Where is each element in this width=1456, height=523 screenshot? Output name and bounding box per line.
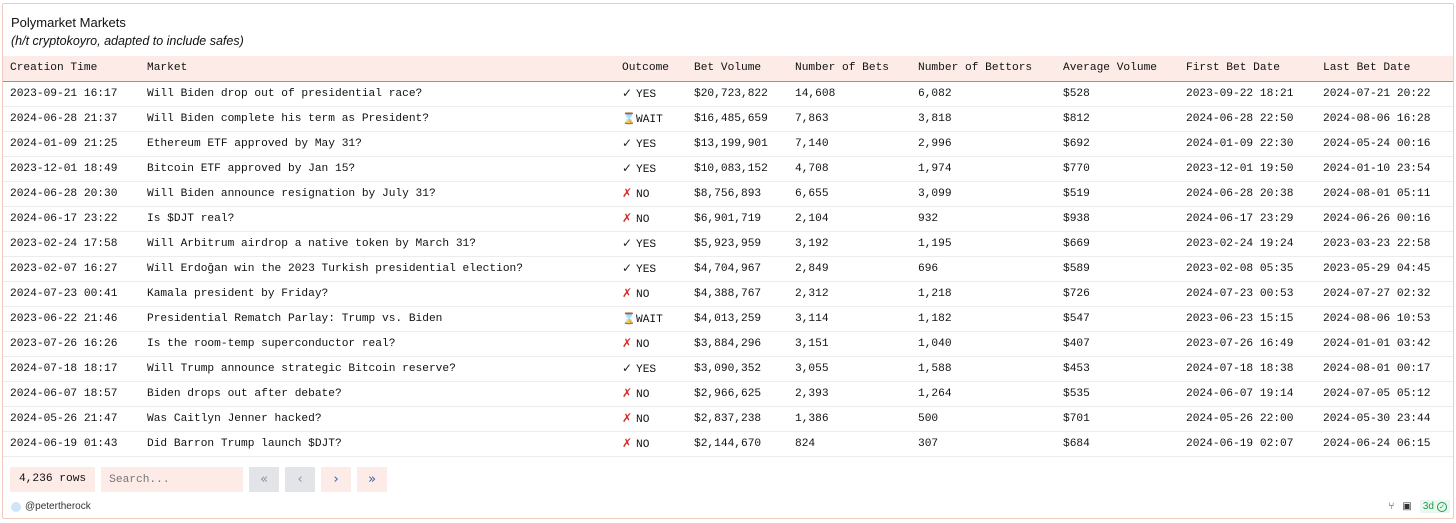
outcome-cell bbox=[615, 206, 687, 231]
first-bet-date-cell: 2024-07-18 18:38 bbox=[1179, 356, 1316, 381]
first-bet-date-cell: 2024-06-07 19:14 bbox=[1179, 381, 1316, 406]
market-cell: Is $DJT real? bbox=[140, 206, 615, 231]
first-bet-date-cell: 2024-06-19 02:07 bbox=[1179, 431, 1316, 456]
average-volume-cell: $519 bbox=[1056, 181, 1179, 206]
author-handle[interactable]: @petertherock bbox=[25, 501, 91, 512]
number-of-bettors-cell: 1,218 bbox=[911, 281, 1056, 306]
row-count: 4,236 rows bbox=[10, 467, 95, 492]
cross-icon: ✗ bbox=[622, 411, 633, 425]
average-volume-cell: $407 bbox=[1056, 331, 1179, 356]
number-of-bets-cell: 14,608 bbox=[788, 81, 911, 106]
refresh-age-text: 3d bbox=[1422, 501, 1434, 512]
check-icon: ✓ bbox=[622, 161, 633, 175]
outcome-label: YES bbox=[636, 164, 657, 176]
bet-volume-cell: $4,704,967 bbox=[687, 256, 788, 281]
last-bet-date-cell: 2023-05-29 04:45 bbox=[1316, 256, 1453, 281]
last-bet-date-cell: 2024-08-01 05:11 bbox=[1316, 181, 1453, 206]
market-cell: Ethereum ETF approved by May 31? bbox=[140, 131, 615, 156]
bet-volume-cell: $20,723,822 bbox=[687, 81, 788, 106]
creation-time-cell: 2024-01-09 21:25 bbox=[3, 131, 140, 156]
last-bet-date-cell: 2024-06-26 00:16 bbox=[1316, 206, 1453, 231]
first-bet-date-cell: 2023-09-22 18:21 bbox=[1179, 81, 1316, 106]
average-volume-cell: $692 bbox=[1056, 131, 1179, 156]
previous-page-button[interactable] bbox=[285, 467, 315, 492]
bet-volume-cell: $4,388,767 bbox=[687, 281, 788, 306]
average-volume-cell: $701 bbox=[1056, 406, 1179, 431]
first-bet-date-cell: 2023-02-24 19:24 bbox=[1179, 231, 1316, 256]
number-of-bettors-cell: 1,974 bbox=[911, 156, 1056, 181]
hourglass-icon: ⌛ bbox=[622, 111, 636, 125]
column-header-number-of-bets[interactable]: Number of Bets bbox=[788, 56, 911, 81]
cross-icon: ✗ bbox=[622, 336, 633, 350]
number-of-bets-cell: 3,114 bbox=[788, 306, 911, 331]
check-icon: ✓ bbox=[622, 236, 633, 250]
check-circle-icon: ✓ bbox=[1437, 502, 1447, 512]
bet-volume-cell: $16,485,659 bbox=[687, 106, 788, 131]
average-volume-cell: $684 bbox=[1056, 431, 1179, 456]
outcome-cell bbox=[615, 431, 687, 456]
refresh-age-badge[interactable] bbox=[1420, 500, 1450, 513]
table-header-row bbox=[3, 56, 1453, 81]
market-cell: Will Biden complete his term as President? bbox=[140, 106, 615, 131]
outcome-cell bbox=[615, 181, 687, 206]
table-row[interactable] bbox=[3, 331, 1453, 356]
number-of-bettors-cell: 1,588 bbox=[911, 356, 1056, 381]
number-of-bets-cell: 2,849 bbox=[788, 256, 911, 281]
table-row[interactable] bbox=[3, 306, 1453, 331]
number-of-bets-cell: 4,708 bbox=[788, 156, 911, 181]
number-of-bets-cell: 2,104 bbox=[788, 206, 911, 231]
market-cell: Was Caitlyn Jenner hacked? bbox=[140, 406, 615, 431]
outcome-label: NO bbox=[636, 439, 650, 451]
first-bet-date-cell: 2023-07-26 16:49 bbox=[1179, 331, 1316, 356]
cross-icon: ✗ bbox=[622, 436, 633, 450]
outcome-label: NO bbox=[636, 389, 650, 401]
table-row[interactable] bbox=[3, 131, 1453, 156]
bet-volume-cell: $2,837,238 bbox=[687, 406, 788, 431]
market-cell: Presidential Rematch Parlay: Trump vs. Biden bbox=[140, 306, 615, 331]
average-volume-cell: $547 bbox=[1056, 306, 1179, 331]
outcome-cell bbox=[615, 356, 687, 381]
widget-subtitle: (h/t cryptokoyro, adapted to include safes) bbox=[11, 34, 244, 48]
average-volume-cell: $535 bbox=[1056, 381, 1179, 406]
outcome-label: YES bbox=[636, 139, 657, 151]
last-bet-date-cell: 2024-08-06 10:53 bbox=[1316, 306, 1453, 331]
bet-volume-cell: $6,901,719 bbox=[687, 206, 788, 231]
average-volume-cell: $938 bbox=[1056, 206, 1179, 231]
first-bet-date-cell: 2024-06-28 20:38 bbox=[1179, 181, 1316, 206]
outcome-label: NO bbox=[636, 339, 650, 351]
market-cell: Will Trump announce strategic Bitcoin reserve? bbox=[140, 356, 615, 381]
number-of-bets-cell: 824 bbox=[788, 431, 911, 456]
number-of-bettors-cell: 3,818 bbox=[911, 106, 1056, 131]
outcome-cell bbox=[615, 381, 687, 406]
number-of-bets-cell: 2,393 bbox=[788, 381, 911, 406]
outcome-label: NO bbox=[636, 414, 650, 426]
number-of-bets-cell: 1,386 bbox=[788, 406, 911, 431]
outcome-cell bbox=[615, 406, 687, 431]
average-volume-cell: $528 bbox=[1056, 81, 1179, 106]
creation-time-cell: 2023-02-24 17:58 bbox=[3, 231, 140, 256]
creation-time-cell: 2023-06-22 21:46 bbox=[3, 306, 140, 331]
creation-time-cell: 2024-07-23 00:41 bbox=[3, 281, 140, 306]
number-of-bets-cell: 3,151 bbox=[788, 331, 911, 356]
camera-icon[interactable]: ▣ bbox=[1402, 501, 1412, 512]
first-bet-date-cell: 2023-12-01 19:50 bbox=[1179, 156, 1316, 181]
number-of-bettors-cell: 1,182 bbox=[911, 306, 1056, 331]
creation-time-cell: 2023-07-26 16:26 bbox=[3, 331, 140, 356]
bet-volume-cell: $3,884,296 bbox=[687, 331, 788, 356]
first-bet-date-cell: 2024-07-23 00:53 bbox=[1179, 281, 1316, 306]
creation-time-cell: 2024-06-17 23:22 bbox=[3, 206, 140, 231]
creation-time-cell: 2024-06-28 20:30 bbox=[3, 181, 140, 206]
number-of-bets-cell: 3,192 bbox=[788, 231, 911, 256]
creation-time-cell: 2023-12-01 18:49 bbox=[3, 156, 140, 181]
number-of-bets-cell: 7,863 bbox=[788, 106, 911, 131]
outcome-cell bbox=[615, 156, 687, 181]
column-header-average-volume[interactable]: Average Volume bbox=[1056, 56, 1179, 81]
average-volume-cell: $669 bbox=[1056, 231, 1179, 256]
bet-volume-cell: $3,090,352 bbox=[687, 356, 788, 381]
author-credit[interactable] bbox=[11, 501, 91, 512]
table-row[interactable] bbox=[3, 406, 1453, 431]
creation-time-cell: 2024-06-07 18:57 bbox=[3, 381, 140, 406]
first-bet-date-cell: 2024-06-28 22:50 bbox=[1179, 106, 1316, 131]
chevron-left-icon: ‹ bbox=[297, 472, 303, 487]
outcome-cell bbox=[615, 131, 687, 156]
outcome-label: WAIT bbox=[636, 113, 663, 126]
last-bet-date-cell: 2024-06-24 06:15 bbox=[1316, 431, 1453, 456]
market-cell: Will Biden announce resignation by July 31? bbox=[140, 181, 615, 206]
table-row[interactable] bbox=[3, 231, 1453, 256]
bet-volume-cell: $4,013,259 bbox=[687, 306, 788, 331]
outcome-cell bbox=[615, 331, 687, 356]
average-volume-cell: $726 bbox=[1056, 281, 1179, 306]
outcome-cell bbox=[615, 81, 687, 106]
bet-volume-cell: $10,083,152 bbox=[687, 156, 788, 181]
column-header-bet-volume[interactable]: Bet Volume bbox=[687, 56, 788, 81]
bet-volume-cell: $13,199,901 bbox=[687, 131, 788, 156]
double-chevron-left-icon: « bbox=[260, 472, 269, 487]
cross-icon: ✗ bbox=[622, 286, 633, 300]
check-icon: ✓ bbox=[622, 261, 633, 275]
hourglass-icon: ⌛ bbox=[622, 311, 636, 325]
markets-table bbox=[3, 56, 1453, 457]
number-of-bettors-cell: 1,264 bbox=[911, 381, 1056, 406]
last-bet-date-cell: 2024-07-05 05:12 bbox=[1316, 381, 1453, 406]
table-body bbox=[3, 81, 1453, 456]
outcome-cell bbox=[615, 256, 687, 281]
number-of-bettors-cell: 6,082 bbox=[911, 81, 1056, 106]
outcome-label: YES bbox=[636, 239, 657, 251]
first-bet-date-cell: 2024-01-09 22:30 bbox=[1179, 131, 1316, 156]
last-bet-date-cell: 2024-01-01 03:42 bbox=[1316, 331, 1453, 356]
creation-time-cell: 2024-06-28 21:37 bbox=[3, 106, 140, 131]
bet-volume-cell: $5,923,959 bbox=[687, 231, 788, 256]
outcome-label: YES bbox=[636, 89, 657, 101]
column-header-creation-time[interactable]: Creation Time bbox=[3, 56, 140, 81]
market-cell: Will Erdoğan win the 2023 Turkish presidential election? bbox=[140, 256, 615, 281]
table-row[interactable] bbox=[3, 431, 1453, 456]
last-bet-date-cell: 2024-07-21 20:22 bbox=[1316, 81, 1453, 106]
last-bet-date-cell: 2024-07-27 02:32 bbox=[1316, 281, 1453, 306]
last-bet-date-cell: 2023-03-23 22:58 bbox=[1316, 231, 1453, 256]
last-bet-date-cell: 2024-01-10 23:54 bbox=[1316, 156, 1453, 181]
number-of-bettors-cell: 500 bbox=[911, 406, 1056, 431]
outcome-label: YES bbox=[636, 264, 657, 276]
footer-actions bbox=[1388, 500, 1450, 513]
pagination-bar bbox=[10, 467, 387, 492]
number-of-bettors-cell: 696 bbox=[911, 256, 1056, 281]
column-header-outcome[interactable]: Outcome bbox=[615, 56, 687, 81]
cross-icon: ✗ bbox=[622, 386, 633, 400]
market-cell: Will Biden drop out of presidential race? bbox=[140, 81, 615, 106]
average-volume-cell: $589 bbox=[1056, 256, 1179, 281]
outcome-label: NO bbox=[636, 214, 650, 226]
fork-icon[interactable]: ⑂ bbox=[1388, 501, 1395, 512]
table-row[interactable] bbox=[3, 256, 1453, 281]
check-icon: ✓ bbox=[622, 86, 633, 100]
average-volume-cell: $770 bbox=[1056, 156, 1179, 181]
cross-icon: ✗ bbox=[622, 186, 633, 200]
market-cell: Is the room-temp superconductor real? bbox=[140, 331, 615, 356]
first-page-button[interactable] bbox=[249, 467, 279, 492]
number-of-bettors-cell: 2,996 bbox=[911, 131, 1056, 156]
first-bet-date-cell: 2024-06-17 23:29 bbox=[1179, 206, 1316, 231]
average-volume-cell: $812 bbox=[1056, 106, 1179, 131]
creation-time-cell: 2024-05-26 21:47 bbox=[3, 406, 140, 431]
table-row[interactable] bbox=[3, 156, 1453, 181]
number-of-bettors-cell: 3,099 bbox=[911, 181, 1056, 206]
number-of-bets-cell: 2,312 bbox=[788, 281, 911, 306]
creation-time-cell: 2024-06-19 01:43 bbox=[3, 431, 140, 456]
outcome-label: YES bbox=[636, 364, 657, 376]
market-cell: Biden drops out after debate? bbox=[140, 381, 615, 406]
outcome-label: NO bbox=[636, 189, 650, 201]
table-row[interactable] bbox=[3, 81, 1453, 106]
last-bet-date-cell: 2024-05-30 23:44 bbox=[1316, 406, 1453, 431]
number-of-bettors-cell: 932 bbox=[911, 206, 1056, 231]
next-page-button[interactable] bbox=[321, 467, 351, 492]
table-row[interactable] bbox=[3, 356, 1453, 381]
market-cell: Kamala president by Friday? bbox=[140, 281, 615, 306]
outcome-label: NO bbox=[636, 289, 650, 301]
market-cell: Will Arbitrum airdrop a native token by March 31? bbox=[140, 231, 615, 256]
check-icon: ✓ bbox=[622, 136, 633, 150]
market-cell: Did Barron Trump launch $DJT? bbox=[140, 431, 615, 456]
outcome-cell bbox=[615, 106, 687, 131]
number-of-bets-cell: 6,655 bbox=[788, 181, 911, 206]
widget-title: Polymarket Markets bbox=[11, 15, 126, 30]
column-header-market[interactable]: Market bbox=[140, 56, 615, 81]
last-bet-date-cell: 2024-08-06 16:28 bbox=[1316, 106, 1453, 131]
table-row[interactable] bbox=[3, 381, 1453, 406]
first-bet-date-cell: 2024-05-26 22:00 bbox=[1179, 406, 1316, 431]
cross-icon: ✗ bbox=[622, 211, 633, 225]
table-row[interactable] bbox=[3, 106, 1453, 131]
market-cell: Bitcoin ETF approved by Jan 15? bbox=[140, 156, 615, 181]
search-input[interactable] bbox=[101, 467, 243, 492]
number-of-bettors-cell: 307 bbox=[911, 431, 1056, 456]
bet-volume-cell: $8,756,893 bbox=[687, 181, 788, 206]
bet-volume-cell: $2,144,670 bbox=[687, 431, 788, 456]
outcome-cell bbox=[615, 231, 687, 256]
creation-time-cell: 2023-09-21 16:17 bbox=[3, 81, 140, 106]
first-bet-date-cell: 2023-06-23 15:15 bbox=[1179, 306, 1316, 331]
column-header-number-of-bettors[interactable]: Number of Bettors bbox=[911, 56, 1056, 81]
column-header-last-bet-date[interactable]: Last Bet Date bbox=[1316, 56, 1453, 81]
table-row[interactable] bbox=[3, 206, 1453, 231]
last-page-button[interactable] bbox=[357, 467, 387, 492]
creation-time-cell: 2023-02-07 16:27 bbox=[3, 256, 140, 281]
number-of-bettors-cell: 1,040 bbox=[911, 331, 1056, 356]
outcome-cell bbox=[615, 281, 687, 306]
first-bet-date-cell: 2023-02-08 05:35 bbox=[1179, 256, 1316, 281]
outcome-cell bbox=[615, 306, 687, 331]
number-of-bettors-cell: 1,195 bbox=[911, 231, 1056, 256]
creation-time-cell: 2024-07-18 18:17 bbox=[3, 356, 140, 381]
double-chevron-right-icon: » bbox=[368, 472, 377, 487]
table-row[interactable] bbox=[3, 281, 1453, 306]
number-of-bets-cell: 7,140 bbox=[788, 131, 911, 156]
bet-volume-cell: $2,966,625 bbox=[687, 381, 788, 406]
check-icon: ✓ bbox=[622, 361, 633, 375]
column-header-first-bet-date[interactable]: First Bet Date bbox=[1179, 56, 1316, 81]
last-bet-date-cell: 2024-05-24 00:16 bbox=[1316, 131, 1453, 156]
table-row[interactable] bbox=[3, 181, 1453, 206]
avatar bbox=[11, 502, 21, 512]
last-bet-date-cell: 2024-08-01 00:17 bbox=[1316, 356, 1453, 381]
number-of-bets-cell: 3,055 bbox=[788, 356, 911, 381]
outcome-label: WAIT bbox=[636, 313, 663, 326]
average-volume-cell: $453 bbox=[1056, 356, 1179, 381]
chevron-right-icon: › bbox=[333, 472, 339, 487]
